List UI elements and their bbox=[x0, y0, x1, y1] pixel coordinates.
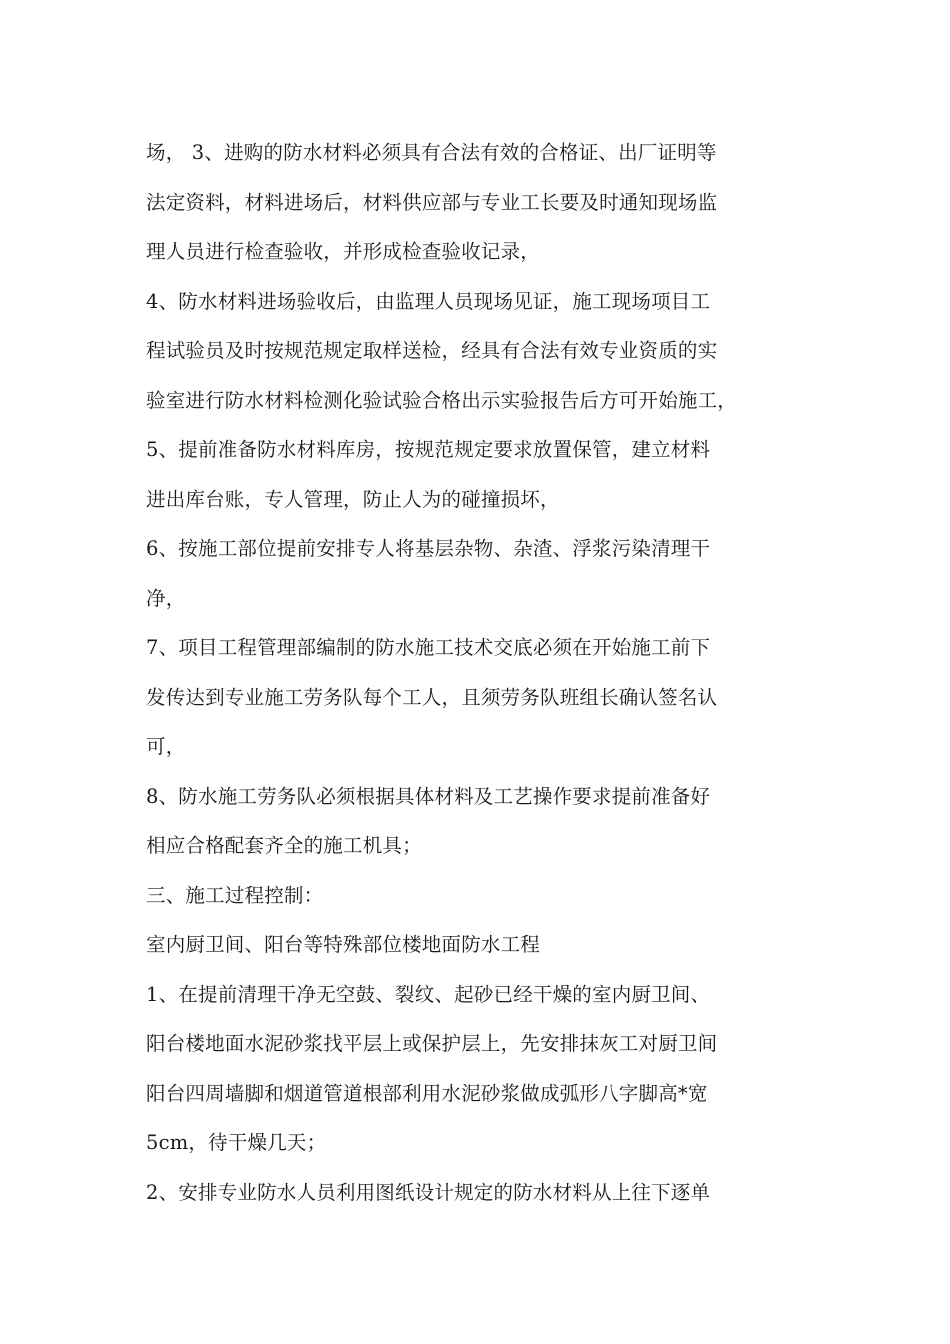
text-line-20: 阳台四周墙脚和烟道管道根部利用水泥砂浆做成弧形八字脚高*宽 bbox=[146, 1082, 708, 1105]
text-line-11: 7、项目工程管理部编制的防水施工技术交底必须在开始施工前下 bbox=[146, 636, 711, 659]
text-line-19: 阳台楼地面水泥砂浆找平层上或保护层上，先安排抹灰工对厨卫间 bbox=[146, 1032, 718, 1055]
text-line-8: 进出库台账，专人管理，防止人为的碰撞损坏， bbox=[146, 488, 560, 511]
text-line-7: 5、提前准备防水材料库房，按规范规定要求放置保管，建立材料 bbox=[146, 438, 711, 461]
text-line-12: 发传达到专业施工劳务队每个工人，且须劳务队班组长确认签名认 bbox=[146, 686, 718, 709]
text-line-10: 净， bbox=[146, 587, 186, 610]
text-line-5: 程试验员及时按规范规定取样送检，经具有合法有效专业资质的实 bbox=[146, 339, 718, 362]
text-line-18: 1、在提前清理干净无空鼓、裂纹、起砂已经干燥的室内厨卫间、 bbox=[146, 983, 711, 1006]
text-line-3: 理人员进行检查验收，并形成检查验收记录， bbox=[146, 240, 541, 263]
text-line-14: 8、防水施工劳务队必须根据具体材料及工艺操作要求提前准备好 bbox=[146, 785, 711, 808]
text-line-15: 相应合格配套齐全的施工机具； bbox=[146, 834, 422, 857]
text-line-21: 5cm，待干燥几天； bbox=[146, 1131, 327, 1154]
text-line-6: 验室进行防水材料检测化验试验合格出示实验报告后方可开始施工， bbox=[146, 389, 738, 412]
subsection-heading: 室内厨卫间、阳台等特殊部位楼地面防水工程 bbox=[146, 933, 541, 956]
section-heading: 三、施工过程控制： bbox=[146, 884, 324, 907]
text-line-13: 可， bbox=[146, 735, 186, 758]
text-line-4: 4、防水材料进场验收后，由监理人员现场见证，施工现场项目工 bbox=[146, 290, 711, 313]
text-line-2: 法定资料，材料进场后，材料供应部与专业工长要及时通知现场监 bbox=[146, 191, 718, 214]
text-line-9: 6、按施工部位提前安排专人将基层杂物、杂渣、浮浆污染清理干 bbox=[146, 537, 711, 560]
text-line-1: 场， 3、进购的防水材料必须具有合法有效的合格证、出厂证明等 bbox=[146, 141, 717, 164]
text-line-22: 2、安排专业防水人员利用图纸设计规定的防水材料从上往下逐单 bbox=[146, 1181, 711, 1204]
